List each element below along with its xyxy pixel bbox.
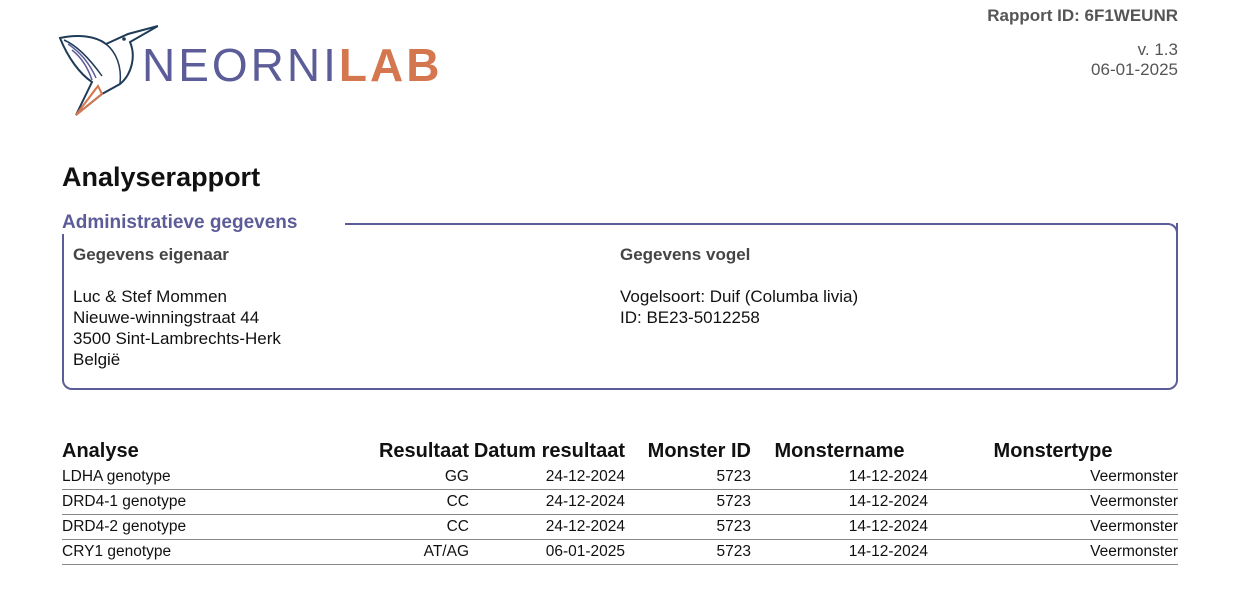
cell-monstername: 14-12-2024 [751,490,928,515]
owner-details [73,244,281,370]
header-monstername: Monstername [774,440,905,462]
cell-monstername: 14-12-2024 [751,515,928,540]
header-resultaat: Resultaat [378,440,469,462]
cell-analyse: DRD4-2 genotype [62,515,302,540]
logo-wordmark [142,39,443,91]
results-header-row [62,440,1178,465]
report-date: 06-01-2025 [1091,60,1178,79]
header-analyse: Analyse [62,440,139,462]
owner-city: 3500 Sint-Lambrechts-Herk [73,329,281,348]
cell-monstername: 14-12-2024 [751,465,928,490]
cell-analyse: LDHA genotype [62,465,302,490]
cell-monstertype: Veermonster [928,465,1178,490]
cell-monstertype: Veermonster [928,515,1178,540]
cell-monstertype: Veermonster [928,490,1178,515]
bird-details [620,244,858,328]
table-row [62,490,1178,515]
cell-resultaat: CC [302,515,469,540]
cell-datum-resultaat: 24-12-2024 [469,515,625,540]
table-row [62,465,1178,490]
owner-heading: Gegevens eigenaar [73,245,229,264]
report-version: v. 1.3 [1137,40,1178,59]
header-datum-resultaat: Datum resultaat [473,440,625,462]
cell-resultaat: CC [302,490,469,515]
logo-text-lab: LAB [338,39,443,91]
owner-country: België [73,350,121,369]
bird-heading: Gegevens vogel [620,245,751,264]
report-meta [987,6,1178,80]
owner-street: Nieuwe-winningstraat 44 [73,308,260,327]
bird-species: Vogelsoort: Duif (Columba livia) [620,287,859,306]
results-table [62,440,1178,565]
table-row [62,515,1178,540]
owner-name: Luc & Stef Mommen [73,287,228,306]
header-monstertype: Monstertype [993,440,1113,462]
cell-monster-id: 5723 [625,515,751,540]
cell-resultaat: GG [302,465,469,490]
report-id: Rapport ID: 6F1WEUNR [987,6,1178,25]
header-monster-id: Monster ID [647,440,751,462]
cell-monstername: 14-12-2024 [751,540,928,565]
cell-resultaat: AT/AG [302,540,469,565]
cell-datum-resultaat: 06-01-2025 [469,540,625,565]
table-row [62,540,1178,565]
section-divider [345,223,1169,225]
cell-monster-id: 5723 [625,465,751,490]
bird-id: ID: BE23-5012258 [620,308,760,327]
page-title: Analyserapport [62,162,261,192]
logo-text-neorni: NEORNI [142,39,339,91]
cell-monstertype: Veermonster [928,540,1178,565]
cell-analyse: CRY1 genotype [62,540,302,565]
cell-analyse: DRD4-1 genotype [62,490,302,515]
neornilab-logo [58,22,443,117]
cell-monster-id: 5723 [625,490,751,515]
cell-datum-resultaat: 24-12-2024 [469,465,625,490]
cell-monster-id: 5723 [625,540,751,565]
cell-datum-resultaat: 24-12-2024 [469,490,625,515]
section-title-admin: Administratieve gegevens [62,212,309,234]
